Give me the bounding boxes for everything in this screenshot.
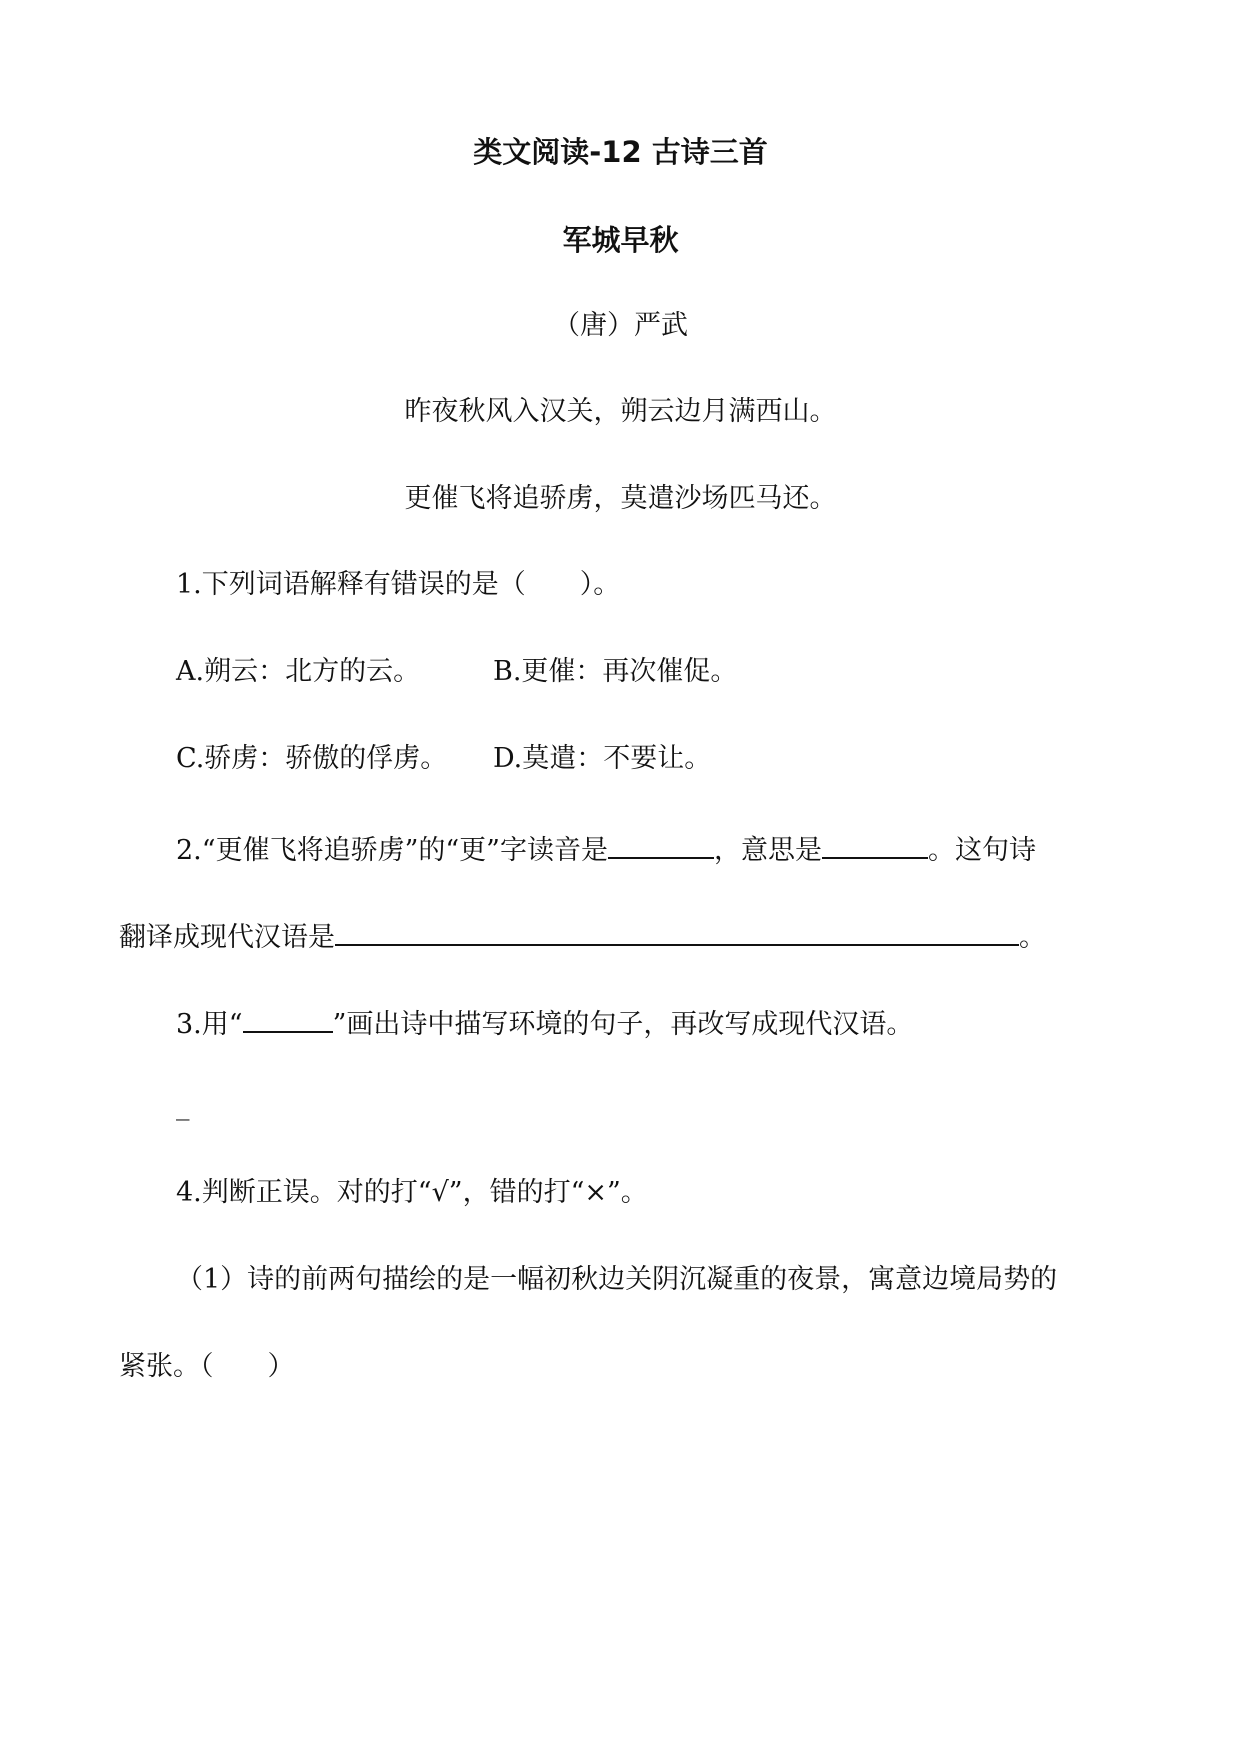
answer-blank[interactable] — [335, 914, 1019, 946]
question-4: 4.判断正误。对的打“√”，错的打“×”。 — [176, 1177, 648, 1208]
question-2-text: ，意思是 — [713, 835, 822, 866]
question-2-text: 。这句诗 — [927, 835, 1036, 866]
poem-line-2: 更催飞将追骄虏，莫遣沙场匹马还。 — [404, 483, 837, 514]
question-3 — [176, 1001, 913, 1043]
question-3-text: ”画出诗中描写环境的句子，再改写成现代汉语。 — [332, 1009, 914, 1040]
question-4-item-1-continued — [119, 1349, 295, 1385]
question-4-text: 紧张。（ — [119, 1351, 214, 1382]
page-title: 类文阅读-12 古诗三首 — [473, 135, 768, 169]
question-1-stem: 1.下列词语解释有错误的是（ — [176, 569, 526, 600]
question-2-continued — [119, 914, 1046, 956]
question-1-stem-end: ）。 — [579, 569, 621, 600]
question-2-text: 。 — [1019, 922, 1046, 953]
question-2-text: 翻译成现代汉语是 — [119, 922, 335, 953]
poem-line-1: 昨夜秋风入汉关，朔云边月满西山。 — [404, 396, 837, 427]
answer-blank[interactable] — [608, 827, 714, 859]
question-2 — [176, 827, 1036, 869]
answer-line[interactable]: _ — [176, 1090, 190, 1121]
question-1 — [176, 567, 620, 603]
question-2-text: 2.“更催飞将追骄虏”的“更”字读音是 — [176, 835, 608, 866]
underline-sample — [243, 1001, 333, 1033]
option-c: C.骄虏：骄傲的俘虏。 — [176, 743, 448, 774]
option-a: A.朔云：北方的云。 — [176, 656, 421, 687]
option-b: B.更催：再次催促。 — [493, 656, 738, 687]
option-d: D.莫遣：不要让。 — [493, 743, 712, 774]
question-4-item-1: （1）诗的前两句描绘的是一幅初秋边关阴沉凝重的夜景，寓意边境局势的 — [176, 1264, 1058, 1295]
question-4-text: ） — [267, 1351, 295, 1382]
poem-author: （唐）严武 — [553, 310, 688, 341]
question-3-text: 3.用“ — [176, 1009, 243, 1040]
answer-blank[interactable] — [822, 827, 928, 859]
poem-title: 军城早秋 — [562, 223, 679, 257]
